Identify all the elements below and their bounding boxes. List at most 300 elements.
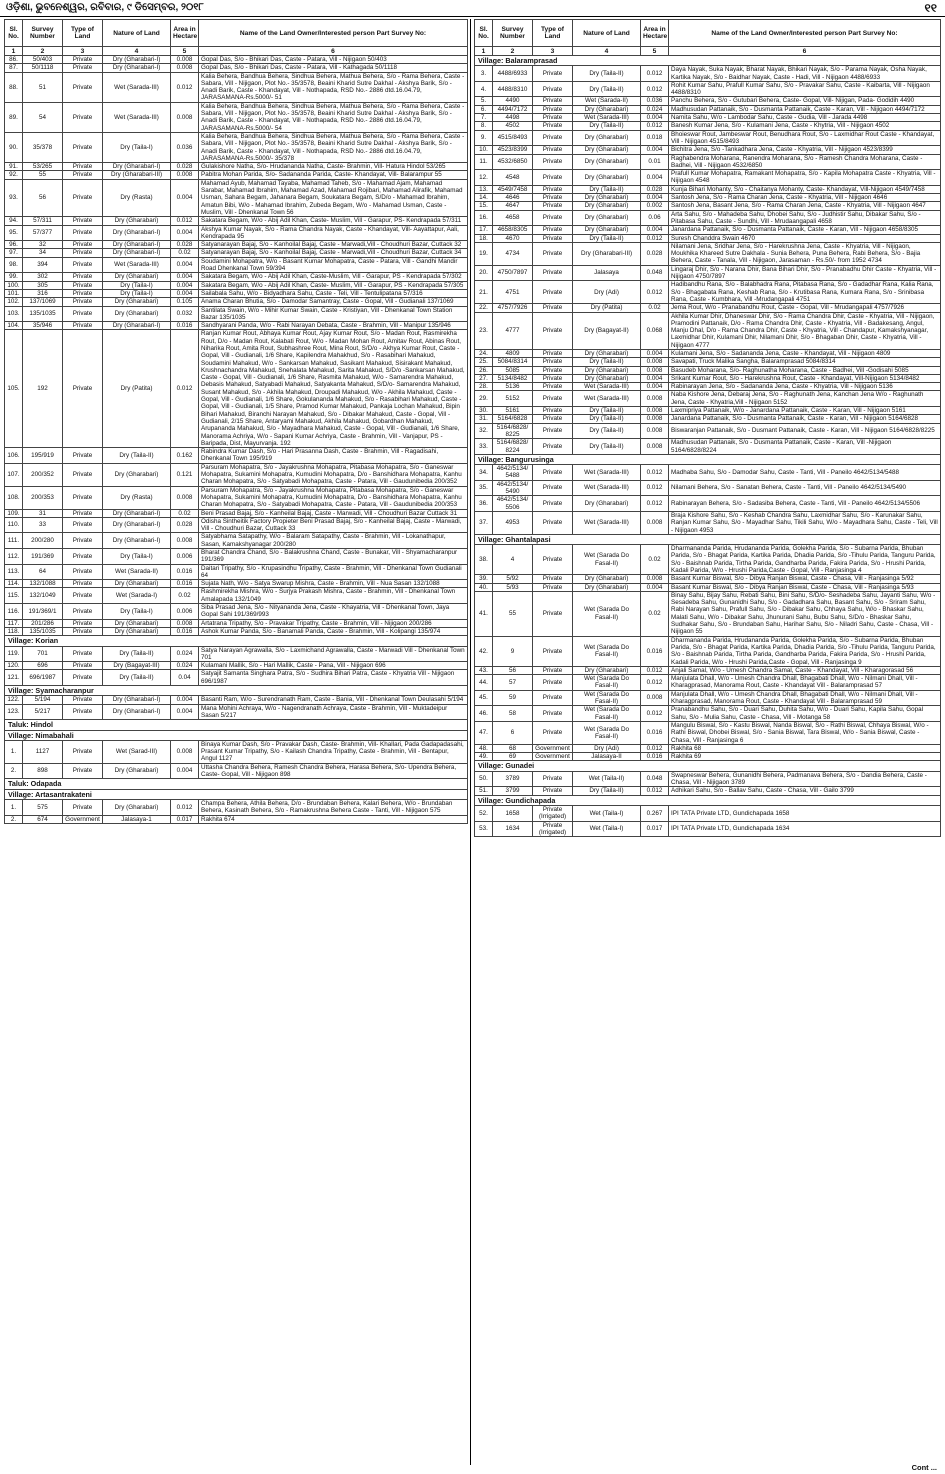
owner-cell: Odisha Sintheitik Factory Propieter Beni Prasad Bajaj, S/o - Kanheilal Bajaj, Caste - Marwadi, Vill - Choudhuri Bazar, Cuttack 33 <box>199 517 468 533</box>
owner-cell: Kulamani Mallik, S/o - Hari Mallik, Caste - Pana, Vill - Nijigaon 696 <box>199 662 468 670</box>
land-type-cell: Private <box>533 545 573 575</box>
area-cell: 0.012 <box>641 480 669 496</box>
land-type-cell: Private <box>63 604 103 620</box>
land-type-cell: Government <box>533 744 573 752</box>
col-number: 6 <box>669 47 941 56</box>
survey-number-cell: 56 <box>493 666 533 674</box>
area-cell: 0.008 <box>641 415 669 423</box>
owner-cell: Mana Mohini Achraya, W/o - Nagendranath Achraya, Caste - Brahmin, Vill - Muktadeipur Sasan 5/217 <box>199 704 468 720</box>
land-type-cell: Private <box>63 56 103 64</box>
land-nature-cell: Dry (Gharabari-I) <box>103 696 171 704</box>
owner-cell: IPI TATA Private LTD, Gundichapada 1634 <box>669 821 941 837</box>
survey-number-cell: 132/1049 <box>23 588 63 604</box>
area-cell: 0.008 <box>171 64 199 72</box>
serial-cell: 26. <box>475 366 493 374</box>
serial-cell: 1. <box>5 740 23 763</box>
serial-cell: 52. <box>475 805 493 821</box>
land-type-cell: Private <box>63 289 103 297</box>
survey-number-cell: 32 <box>23 241 63 249</box>
survey-number-cell: 33 <box>23 517 63 533</box>
area-cell: 0.162 <box>171 448 199 464</box>
owner-cell: Sakatara Begam, W/o - Abij Adil Khan, Caste- Muslim, Vill - Garapur, PS- Kendrapada 57/311 <box>199 217 468 225</box>
land-nature-cell: Wet (Sarada-III) <box>103 257 171 273</box>
serial-cell: 44. <box>475 675 493 691</box>
land-nature-cell: Dry (Gharabari-I) <box>103 509 171 517</box>
owner-cell: Madhusudan Pattanaik, S/o - Dusmanta Pattanaik, Caste - Karan, Vill -Nijigaon 5164/6828/8224 <box>669 439 941 455</box>
land-nature-cell: Dry (Gharabari) <box>573 666 641 674</box>
serial-cell: 119. <box>5 646 23 662</box>
table-row <box>475 511 941 534</box>
area-cell: 0.012 <box>641 706 669 722</box>
area-cell: 0.004 <box>641 383 669 391</box>
area-cell: 0.004 <box>641 170 669 186</box>
land-nature-cell: Dry (Gharabari) <box>573 146 641 154</box>
serial-cell: 123. <box>5 704 23 720</box>
serial-cell: 121. <box>5 670 23 686</box>
land-type-cell: Private <box>533 81 573 97</box>
table-row <box>475 349 941 357</box>
survey-number-cell: 57/377 <box>23 225 63 241</box>
owner-cell: Uttasha Chandra Behera, Ramesh Chandra Behera, Harasa Behera, S/o- Upendra Behera, Caste- Gopal, Vill - Nijigaon 898 <box>199 763 468 779</box>
survey-number-cell: 191/369/1 <box>23 604 63 620</box>
col-number: 5 <box>641 47 669 56</box>
survey-number-cell: 54 <box>23 102 63 132</box>
owner-cell: Satyabhama Satapathy, W/o - Balaram Satapathy, Caste - Brahmin, Vill - Lokanathapur, Sasan, Kamakshyanagar 200/280 <box>199 533 468 549</box>
land-type-cell: Private <box>533 242 573 265</box>
area-cell: 0.008 <box>171 619 199 627</box>
owner-cell: Daitari Tripathy, S/o - Krupasindhu Tripathy, Caste - Brahmin, Vill - Dhenkanal Town Gudianali 64 <box>199 564 468 580</box>
land-nature-cell: Dry (Rasta) <box>103 486 171 509</box>
serial-cell: 7. <box>475 114 493 122</box>
serial-cell: 24. <box>475 349 493 357</box>
land-type-cell: Private <box>533 226 573 234</box>
survey-number-cell: 34 <box>23 249 63 257</box>
table-row <box>475 545 941 575</box>
serial-cell: 40. <box>475 583 493 591</box>
table-row <box>5 662 468 670</box>
survey-number-cell: 53/265 <box>23 163 63 171</box>
survey-number-cell: 4488/8310 <box>493 81 533 97</box>
table-row <box>5 306 468 322</box>
table-row <box>475 636 941 666</box>
survey-number-cell: 4809 <box>493 349 533 357</box>
survey-number-cell: 51 <box>23 72 63 102</box>
owner-cell: Sujata Nath, W/o - Satya Swarup Mishra, Caste - Brahmin, Vill - Nua Sasan 132/1088 <box>199 580 468 588</box>
survey-number-cell: 1634 <box>493 821 533 837</box>
area-cell: 0.036 <box>171 132 199 162</box>
survey-number-cell: 4502 <box>493 122 533 130</box>
village-heading: Village: Nimabahali <box>5 730 468 740</box>
table-row <box>475 234 941 242</box>
land-nature-cell: Dry (Taila-II) <box>573 234 641 242</box>
land-nature-cell: Dry (Taila-II) <box>103 670 171 686</box>
area-cell: 0.012 <box>641 81 669 97</box>
serial-cell: 51. <box>475 787 493 795</box>
area-cell: 0.02 <box>171 249 199 257</box>
owner-cell: Satyanarayan Bajaj, S/o - Kanhoilal Bajaj, Caste - Marwadi,Vill - Choudhuri Bazar, Cuttack 34 <box>199 249 468 257</box>
survey-number-cell: 701 <box>23 646 63 662</box>
land-type-cell: Private <box>533 358 573 366</box>
area-cell: 0.012 <box>641 281 669 304</box>
table-row <box>5 241 468 249</box>
area-cell: 0.008 <box>171 102 199 132</box>
area-cell: 0.267 <box>641 805 669 821</box>
area-cell: 0.006 <box>171 604 199 620</box>
land-type-cell: Private <box>533 122 573 130</box>
land-nature-cell: Dry (Gharabari-I) <box>103 533 171 549</box>
land-nature-cell: Dry (Gharabari-I) <box>103 322 171 330</box>
table-row <box>475 366 941 374</box>
survey-number-cell: 305 <box>23 281 63 289</box>
serial-cell: 47. <box>475 721 493 744</box>
area-cell: 0.028 <box>171 241 199 249</box>
owner-cell: Santosh Jena, Basant Jena, S/o - Rama Charan Jena, Caste - Khyatria, Vill - Nijigaon 4647 <box>669 202 941 210</box>
survey-number-cell: 4532/6850 <box>493 154 533 170</box>
land-nature-cell: Dry (Rasta) <box>103 179 171 216</box>
table-row <box>475 114 941 122</box>
table-row <box>475 407 941 415</box>
owner-cell: Gopal Das, S/o - Bhikari Das, Caste - Patara, Vill - Kathagada 50/1118 <box>199 64 468 72</box>
village-heading: Village: Bangurusinga <box>475 454 941 464</box>
table-row <box>475 226 941 234</box>
serial-cell: 42. <box>475 636 493 666</box>
header-owner: Name of the Land Owner/Interested person Part Survey No: <box>199 20 468 47</box>
land-nature-cell: Wet (Sarada-II) <box>103 564 171 580</box>
continued-note: Cont ... <box>911 1463 937 1472</box>
col-number: 2 <box>23 47 63 56</box>
table-row <box>475 105 941 113</box>
area-cell: 0.012 <box>641 234 669 242</box>
table-row <box>5 670 468 686</box>
land-type-cell: Private <box>63 306 103 322</box>
serial-cell: 30. <box>475 407 493 415</box>
land-type-cell: Private <box>533 575 573 583</box>
owner-cell: Sandhyarani Panda, W/o - Rabi Narayan Debata, Caste - Brahmin, Vill - Manipur 135/946 <box>199 322 468 330</box>
serial-cell: 100. <box>5 281 23 289</box>
land-type-cell: Government <box>533 753 573 761</box>
serial-cell: 50. <box>475 771 493 787</box>
serial-cell: 103. <box>5 306 23 322</box>
serial-cell: 41. <box>475 591 493 636</box>
serial-cell: 43. <box>475 666 493 674</box>
survey-number-cell: 302 <box>23 273 63 281</box>
land-type-cell: Private <box>63 72 103 102</box>
survey-number-cell: 132/1088 <box>23 580 63 588</box>
land-nature-cell: Dry (Gharabari) <box>573 130 641 146</box>
table-row <box>5 533 468 549</box>
land-type-cell: Private <box>533 721 573 744</box>
area-cell: 0.02 <box>641 591 669 636</box>
land-nature-cell: Dry (Taila-I) <box>103 604 171 620</box>
survey-number-cell: 4642/5134/ 5506 <box>493 496 533 512</box>
land-nature-cell: Dry (Gharabari-III) <box>103 171 171 179</box>
survey-number-cell: 4515/8493 <box>493 130 533 146</box>
table-row <box>475 304 941 312</box>
land-type-cell: Private <box>63 517 103 533</box>
area-cell: 0.04 <box>171 670 199 686</box>
survey-number-cell: 35/378 <box>23 132 63 162</box>
village-heading: Taluk: Odapada <box>5 779 468 789</box>
table-row <box>5 564 468 580</box>
owner-cell: Kunja Bihari Mohanty, S/o - Chaitanya Mohanty, Caste- Khandayat, Vill-Nijigaon 4549/7458 <box>669 185 941 193</box>
area-cell: 0.004 <box>171 273 199 281</box>
header-nature: Nature of Land <box>573 20 641 47</box>
survey-number-cell: 135/1035 <box>23 306 63 322</box>
table-row <box>475 439 941 455</box>
survey-number-cell: 68 <box>493 744 533 752</box>
area-cell: 0.012 <box>171 72 199 102</box>
land-nature-cell: Dry (Taila-II) <box>573 81 641 97</box>
land-type-cell: Private <box>63 662 103 670</box>
owner-cell: Raghabendra Moharana, Ranendra Moharana, S/o - Ramesh Chandra Moharana, Caste - Badhei, Vill - Nijigaon 4532/6850 <box>669 154 941 170</box>
village-heading: Village: Ghantalapasi <box>475 534 941 544</box>
land-nature-cell: Dry (Gharabari) <box>573 210 641 226</box>
survey-number-cell: 200/280 <box>23 533 63 549</box>
serial-cell: 91. <box>5 163 23 171</box>
land-type-cell: Private <box>533 66 573 82</box>
land-type-cell: Private <box>533 583 573 591</box>
land-type-cell: Private <box>533 391 573 407</box>
col-number: 1 <box>5 47 23 56</box>
area-cell: 0.004 <box>171 763 199 779</box>
survey-number-cell: 1658 <box>493 805 533 821</box>
area-cell: 0.012 <box>641 465 669 481</box>
owner-cell: Basanti Ram, W/o - Surendranath Ram, Caste - Bania, Vill - Dhenkanal Town Deulasahi 5/194 <box>199 696 468 704</box>
land-type-cell: Private <box>533 154 573 170</box>
col-number: 1 <box>475 47 493 56</box>
owner-cell: Santilata Swain, W/o - Mihir Kumar Swain, Caste - Kristiyan, Vill - Dhenkanal Town Station Bazar 135/1035 <box>199 306 468 322</box>
owner-cell: Manjulata Dhall, W/o - Umesh Chandra Dhall, Bhagabati Dhall, W/o - Nilmani Dhall, Vill - Kharagprasad, Manorama Rout, Caste - Khandayat Vill - Balaramprasad 57 <box>669 675 941 691</box>
land-nature-cell: Dry (Bagayat-II) <box>573 312 641 349</box>
area-cell: 0.012 <box>641 787 669 795</box>
survey-number-cell: 4 <box>493 545 533 575</box>
serial-cell: 21. <box>475 281 493 304</box>
serial-cell: 114. <box>5 580 23 588</box>
area-cell: 0.008 <box>641 423 669 439</box>
table-row <box>475 721 941 744</box>
village-heading-row <box>475 534 941 544</box>
owner-cell: Namita Sahu, W/o - Lambodar Sahu, Caste - Gudia, Vill - Jarada 4498 <box>669 114 941 122</box>
owner-cell: Pabitra Mohan Parida, S/o- Sadananda Parida, Caste- Khandayat, Vill- Balarampur 55 <box>199 171 468 179</box>
table-row <box>475 666 941 674</box>
owner-cell: Kalia Behera, Bandhua Behera, Sindhua Behera, Mathua Behera, S/o - Rama Behera, Caste - Sabara, Vill - Nijigaon, Plot No.- 35/3578, Beaini Kharid Sutre Dakhal - Akshya Barik, S/o - Anadi Barik, Caste - Khandayat, Vill - Nothapada, RSD No.- 2886 dtd.16.04.79, JARASAMANA-Rs.5000/- 54 <box>199 102 468 132</box>
area-cell: 0.016 <box>171 627 199 635</box>
owner-cell: Bharat Chandra Chand, S/o - Balakrushna Chand, Caste - Bunakar, Vill - Shyamacharanpur 191/369 <box>199 549 468 565</box>
survey-number-cell: 4494/7172 <box>493 105 533 113</box>
owner-cell: Artatrana Tripathy, S/o - Pravakar Tripathy, Caste - Brahmin, Vill - Nijigaon 200/286 <box>199 619 468 627</box>
land-nature-cell: Dry (Patita) <box>103 330 171 448</box>
village-heading: Taluk: Hindol <box>5 720 468 730</box>
area-cell: 0.004 <box>641 146 669 154</box>
land-nature-cell: Dry (Gharabari) <box>573 374 641 382</box>
area-cell: 0.004 <box>641 194 669 202</box>
table-row <box>5 588 468 604</box>
owner-cell: Akshya Kumar Nayak, S/o - Rama Chandra Nayak, Caste - Khandayat, Vill- Aayattapur, Aali, Kendrapada 95 <box>199 225 468 241</box>
land-nature-cell: Dry (Taila-I) <box>103 289 171 297</box>
survey-number-cell: 4750/7897 <box>493 265 533 281</box>
land-nature-cell: Dry (Gharabari-I) <box>103 241 171 249</box>
table-row <box>475 744 941 752</box>
owner-cell: Gulakishore Natha, S/o- Hrudananda Natha, Caste- Brahmin, Vill- Hatura Hindol 53/265 <box>199 163 468 171</box>
land-type-cell: Private <box>63 646 103 662</box>
area-cell: 0.004 <box>171 289 199 297</box>
land-type-cell: Private <box>63 257 103 273</box>
owner-cell: Kulamani Jena, S/o - Sadananda Jena, Caste - Khandayat, Vill - Nijigaon 4809 <box>669 349 941 357</box>
survey-number-cell: 31 <box>23 509 63 517</box>
land-table-left <box>4 19 468 824</box>
serial-cell: 113. <box>5 564 23 580</box>
land-type-cell: Private <box>533 210 573 226</box>
area-cell: 0.004 <box>171 696 199 704</box>
serial-cell: 38. <box>475 545 493 575</box>
land-nature-cell: Wet (Sarada-III) <box>103 72 171 102</box>
village-heading: Village: Gunadei <box>475 761 941 771</box>
serial-cell: 88. <box>5 72 23 102</box>
land-type-cell: Private <box>63 463 103 486</box>
newspaper-masthead: ଓଡ଼ିଶା, ଭୁବନେଶ୍ୱର, ରବିବାର, ୯ ଡିସେମ୍ବର, ୨୦୧୮ <box>6 2 204 13</box>
page-number: ୧୧ <box>924 1 937 15</box>
owner-cell: Sakatara Begam, W/o - Abij Adil Khan, Caste-Muslim, Vill - Garapur, PS - Kendrapada 57/302 <box>199 273 468 281</box>
owner-cell: Gopal Das, S/o - Bhikari Das, Caste - Patara, Vill - Nijigaon 50/403 <box>199 56 468 64</box>
table-row <box>5 509 468 517</box>
owner-cell: Rakhita 674 <box>199 815 468 823</box>
land-type-cell: Private <box>63 627 103 635</box>
area-cell: 0.032 <box>171 306 199 322</box>
owner-cell: Rashmirekha Mishra, W/o - Surjya Prakash Mishra, Caste - Brahmin, Vill - Dhenkanal Town Amalapada 132/1049 <box>199 588 468 604</box>
table-row <box>5 517 468 533</box>
land-type-cell: Private <box>63 763 103 779</box>
table-row <box>5 72 468 102</box>
serial-cell: 19. <box>475 242 493 265</box>
land-type-cell: Private <box>533 185 573 193</box>
land-type-cell: Private <box>533 666 573 674</box>
survey-number-cell: 6 <box>493 721 533 744</box>
table-row <box>475 391 941 407</box>
owner-cell: Rakhita 68 <box>669 744 941 752</box>
table-row <box>5 704 468 720</box>
area-cell: 0.028 <box>641 242 669 265</box>
owner-cell: Pranabandhu Sahu, S/o - Duari Sahu, Duhita Sahu, W/o - Duari Sahu, Kapila Sahu, Gopal Sahu, S/o - Mulia Sahu, Caste - Chasa, Vill - Motanga 58 <box>669 706 941 722</box>
land-type-cell: Private <box>63 740 103 763</box>
survey-number-cell: 195/919 <box>23 448 63 464</box>
land-nature-cell: Dry (Taila-II) <box>573 122 641 130</box>
area-cell: 0.016 <box>171 580 199 588</box>
table-row <box>475 170 941 186</box>
area-cell: 0.016 <box>641 636 669 666</box>
land-type-cell: Private <box>533 366 573 374</box>
serial-cell: 32. <box>475 423 493 439</box>
land-nature-cell: Dry (Taila-II) <box>573 787 641 795</box>
land-type-cell: Private <box>63 102 103 132</box>
land-nature-cell: Wet (Sarada Do Fasal-II) <box>573 690 641 706</box>
table-row <box>5 289 468 297</box>
land-nature-cell: Wet (Sarada-III) <box>573 511 641 534</box>
owner-cell: Champa Behera, Athila Behera, D/o - Brundaban Behera, Kalari Behera, W/o - Brundaban Behera, Kasinath Behera, S/o - Ramakrushna Behera Caste - Tanti, Vill - Nijigaon 575 <box>199 799 468 815</box>
area-cell: 0.018 <box>641 130 669 146</box>
serial-cell: 110. <box>5 517 23 533</box>
land-type-cell: Private <box>63 588 103 604</box>
survey-number-cell: 4549/7458 <box>493 185 533 193</box>
owner-cell: Soudamini Mohapatra, W/o - Basant Kumar Mohapatra, Caste - Patara, Vill - Gandhi Mandir Road Dhenkanal Town 59/394 <box>199 257 468 273</box>
serial-cell: 14. <box>475 194 493 202</box>
land-type-cell: Private <box>533 146 573 154</box>
table-row <box>5 740 468 763</box>
land-nature-cell: Dry (Gharabari) <box>103 298 171 306</box>
serial-cell: 25. <box>475 358 493 366</box>
serial-cell: 48. <box>475 744 493 752</box>
survey-number-cell: 55 <box>23 171 63 179</box>
survey-number-cell: 5/194 <box>23 696 63 704</box>
land-type-cell: Private <box>533 304 573 312</box>
land-nature-cell: Dry (Gharabari) <box>573 366 641 374</box>
table-row <box>5 486 468 509</box>
area-cell: 0.028 <box>171 163 199 171</box>
col-number: 5 <box>171 47 199 56</box>
owner-cell: Banesh Kumar Jena, S/o - Kulamani Jena, Caste - Khytria, Vill - Nijigaon 4502 <box>669 122 941 130</box>
area-cell: 0.02 <box>641 304 669 312</box>
land-type-cell: Private <box>63 696 103 704</box>
land-type-cell: Private <box>533 194 573 202</box>
serial-cell: 49. <box>475 753 493 761</box>
land-nature-cell: Dry (Taila-II) <box>573 423 641 439</box>
table-row <box>5 799 468 815</box>
serial-cell: 34. <box>475 465 493 481</box>
serial-cell: 31. <box>475 415 493 423</box>
serial-cell: 1. <box>5 799 23 815</box>
survey-number-cell: 5085 <box>493 366 533 374</box>
serial-cell: 39. <box>475 575 493 583</box>
area-cell: 0.008 <box>641 575 669 583</box>
serial-cell: 13. <box>475 185 493 193</box>
land-type-cell: Private <box>533 480 573 496</box>
land-type-cell: Private <box>533 130 573 146</box>
header-sl: Sl. No. <box>475 20 493 47</box>
land-type-cell: Private <box>533 787 573 795</box>
land-nature-cell: Dry (Gharabari) <box>573 194 641 202</box>
area-cell: 0.004 <box>641 349 669 357</box>
serial-cell: 109. <box>5 509 23 517</box>
serial-cell: 15. <box>475 202 493 210</box>
owner-cell: Rohit Kumar Sahu, Prafull Kumar Sahu, S/o - Pravakar Sahu, Caste - Kaibarta, Vill - Nijigaon 4488/8310 <box>669 81 941 97</box>
table-row <box>5 463 468 486</box>
owner-cell: Laxmipriya Pattanaik, W/o - Janardana Pattanaik, Caste - Karan, Vill - Nijigaon 5161 <box>669 407 941 415</box>
land-type-cell: Private <box>63 217 103 225</box>
land-type-cell: Private <box>533 439 573 455</box>
survey-number-cell: 201/286 <box>23 619 63 627</box>
village-heading-row <box>475 761 941 771</box>
table-row <box>475 690 941 706</box>
survey-number-cell: 50/1118 <box>23 64 63 72</box>
serial-cell: 17. <box>475 226 493 234</box>
land-nature-cell: Dry (Adi) <box>573 744 641 752</box>
village-heading: Village: Korian <box>5 636 468 646</box>
land-type-cell: Private <box>533 690 573 706</box>
serial-cell: 46. <box>475 706 493 722</box>
owner-cell: Satya Narayan Agrawalla, S/o - Laxmichand Agrawalla, Caste - Marwadi Vill - Dhenkanal Town 701 <box>199 646 468 662</box>
land-nature-cell: Jalasaya-1 <box>103 815 171 823</box>
area-cell: 0.068 <box>641 312 669 349</box>
land-nature-cell: Dry (Taila-I) <box>103 281 171 289</box>
owner-cell: Binay Sahu, Bijay Sahu, Rebati Sahu, Bini Sahu, S/D/o- Seshadeba Sahu, Jayanti Sahu, W/o - Sesadeba Sahu, Gunanidhi Sahu, S/o - Gadadhara Sahu, Basant Sahu, S/o - Sriram Sahu, Rabi Narayan Sahu, Prafull Sahu, S/o - Dibakar Sahu, Chhaya Sahu, W/o - Bhaskar Sahu, Malati Sahu, W/o - Dibakar Sahu, Jhunurani Sahu, Bubu Sahu, S/D/o - Bhaskar Sahu, Sudhakar Sahu, S/o - Brundaban Sahu, Harihar Sahu, S/o - Niladri Sahu, Caste - Chasa, Vill - Nijigaon 55 <box>669 591 941 636</box>
serial-cell: 36. <box>475 496 493 512</box>
table-row <box>475 202 941 210</box>
table-body-left <box>5 56 468 824</box>
owner-cell: Dharmananda Parida, Hrudananda Parida, Golekha Parida, S/o - Subarna Parida, Bhuban Parida, S/o - Bhagat Parida, Kartika Parida, Dhadia Parida, S/o -Tihulu Parida, Tanguru Parida, S/o - Baishnab Parida, Tirtha Parida, Gandharba Parida, Fakira Parida, S/o - Hrushi Parida, Kadali Parida, W/o - Hrushi Parida,Caste - Gopal, Vill - Ranjasinga 4 <box>669 545 941 575</box>
survey-number-cell: 50/403 <box>23 56 63 64</box>
area-cell: 0.02 <box>171 509 199 517</box>
survey-number-cell: 4488/6933 <box>493 66 533 82</box>
survey-number-cell: 4646 <box>493 194 533 202</box>
